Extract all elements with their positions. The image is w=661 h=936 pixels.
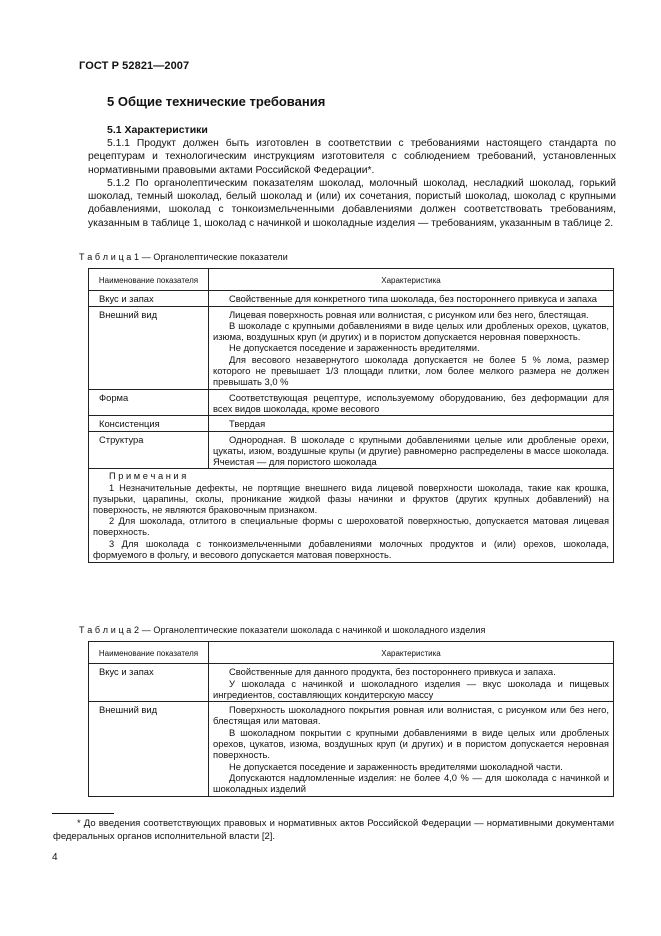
row-name: Вкус и запах — [89, 664, 209, 702]
row-characteristic — [209, 664, 614, 702]
table-header-row — [89, 269, 614, 291]
document-code-header: ГОСТ Р 52821—2007 — [79, 60, 190, 72]
section-title: 5 Общие технические требования — [107, 94, 326, 109]
row-characteristic — [209, 431, 614, 469]
row-text: Лицевая поверхность ровная или волнистая, с рисунком или без него, блестящая. — [229, 308, 589, 320]
footnote: * До введения соответствующих правовых и нормативных актов Российской Федерации — нормативными документами федеральных органов исполнительной власти [2]. — [53, 818, 614, 842]
row-name: Форма — [89, 389, 209, 416]
column-header-characteristic: Характеристика — [209, 269, 614, 291]
row-name: Структура — [89, 431, 209, 469]
note-item: 1 Незначительные дефекты, не портящие внешнего вида лицевой поверхности шоколада, такие как крошка, пузырьки, царапины, сколы, проникание жидкой фазы начинки и фруктов (других крупных добавлений) на поверхность, не являются браковочным признаком. — [93, 482, 609, 516]
row-name: Внешний вид — [89, 702, 209, 796]
row-text: Твердая — [229, 418, 266, 430]
subsection-title: 5.1 Характеристики — [107, 124, 208, 136]
row-text: Свойственные для данного продукта, без постороннего привкуса и запаха. — [229, 666, 556, 678]
row-text: Свойственные для конкретного типа шоколада, без постороннего привкуса и запаха — [229, 293, 598, 305]
table-notes-row — [89, 469, 614, 563]
row-text: Для весового незавернутого шоколада допускается не более 5 % лома, размер которого не превышает 1/3 площади плитки, лом более мелкого размера не должен превышать 3,0 % — [213, 353, 609, 388]
row-text: В шоколаде с крупными добавлениями в виде целых или дробленых орехов, цукатов, изюма, воздушных круп (и других) и в пористом допускается неровная поверхность. — [213, 319, 609, 343]
row-text: Соответствующая рецептуре, используемому оборудованию, без деформации для всех видов шоколада, кроме весового — [213, 391, 609, 414]
table-1 — [88, 268, 614, 563]
row-characteristic — [209, 702, 614, 796]
table-row — [89, 664, 614, 702]
row-name: Вкус и запах — [89, 291, 209, 306]
paragraph-5-1-2: 5.1.2 По органолептическим показателям шоколад, молочный шоколад, несладкий шоколад, горький шоколад, темный шоколад, белый шоколад и (или) их сочетания, пористый шоколад, шоколад с крупными добавлениями, шоколад с тонкоизмельченными добавлениями должен соответствовать требованиям, указанным в таблице 1, шоколад с начинкой и шоколадные изделия — требованиям, указанным в таблице 2. — [88, 177, 616, 229]
paragraph-5-1-1: 5.1.1 Продукт должен быть изготовлен в соответствии с требованиями настоящего стандарта по рецептурам и технологическим инструкциям изготовителя с соблюдением требований, установленных нормативными правовыми актами Российской Федерации*. — [88, 138, 616, 176]
table-notes — [89, 469, 614, 563]
row-text: У шоколада с начинкой и шоколадного изделия — вкус шоколада и пищевых ингредиентов, составляющих кондитерскую массу — [213, 677, 609, 700]
table-row — [89, 291, 614, 306]
note-item: 3 Для шоколада с тонкоизмельченными добавлениями молочных продуктов и (или) орехов, шоколада, формуемого в фольгу, и весового допускается матовая поверхность. — [93, 538, 609, 560]
notes-title: П р и м е ч а н и я — [109, 471, 187, 482]
row-characteristic — [209, 389, 614, 416]
table-row — [89, 416, 614, 431]
footnote-separator — [52, 813, 114, 814]
row-text: Не допускается поседение и зараженность вредителями. — [229, 342, 480, 354]
section-content — [88, 94, 616, 230]
table-2 — [88, 641, 614, 797]
table-2-caption: Т а б л и ц а 2 — Органолептические показатели шоколада с начинкой и шоколадного изделия — [79, 625, 486, 635]
table-1-caption: Т а б л и ц а 1 — Органолептические показатели — [79, 252, 288, 262]
row-text: В шоколадном покрытии с крупными добавлениями в виде целых или дробленых орехов, цукатов, изюма, воздушных круп (и других) и в пористом допускается неровная поверхность. — [213, 726, 609, 761]
table-row — [89, 306, 614, 389]
table-header-row — [89, 642, 614, 664]
note-item: 2 Для шоколада, отлитого в специальные формы с шероховатой поверхностью, допускается матовая лицевая поверхность. — [93, 516, 609, 538]
row-name: Консистенция — [89, 416, 209, 431]
row-text: Однородная. В шоколаде с крупными добавлениями целые или дробленые орехи, цукаты, изюм, воздушные крупы (и другие) равномерно распределены в массе шоколада. Ячеистая — для пористого шоколада — [213, 433, 609, 468]
row-characteristic — [209, 306, 614, 389]
column-header-characteristic: Характеристика — [209, 642, 614, 664]
page-number: 4 — [52, 852, 58, 863]
row-text: Поверхность шоколадного покрытия ровная или волнистая, с рисунком или без него, блестящая или матовая. — [213, 704, 609, 727]
table-row — [89, 702, 614, 796]
row-text: Допускаются надломленные изделия: не более 4,0 % — для шоколада с начинкой и шоколадных изделий — [213, 771, 609, 795]
table-row — [89, 431, 614, 469]
row-name: Внешний вид — [89, 306, 209, 389]
column-header-name: Наименование показателя — [89, 269, 209, 291]
table-row — [89, 389, 614, 416]
row-characteristic — [209, 416, 614, 431]
column-header-name: Наименование показателя — [89, 642, 209, 664]
row-text: Не допускается поседение и зараженность вредителями шоколадной части. — [229, 760, 563, 772]
row-characteristic — [209, 291, 614, 306]
